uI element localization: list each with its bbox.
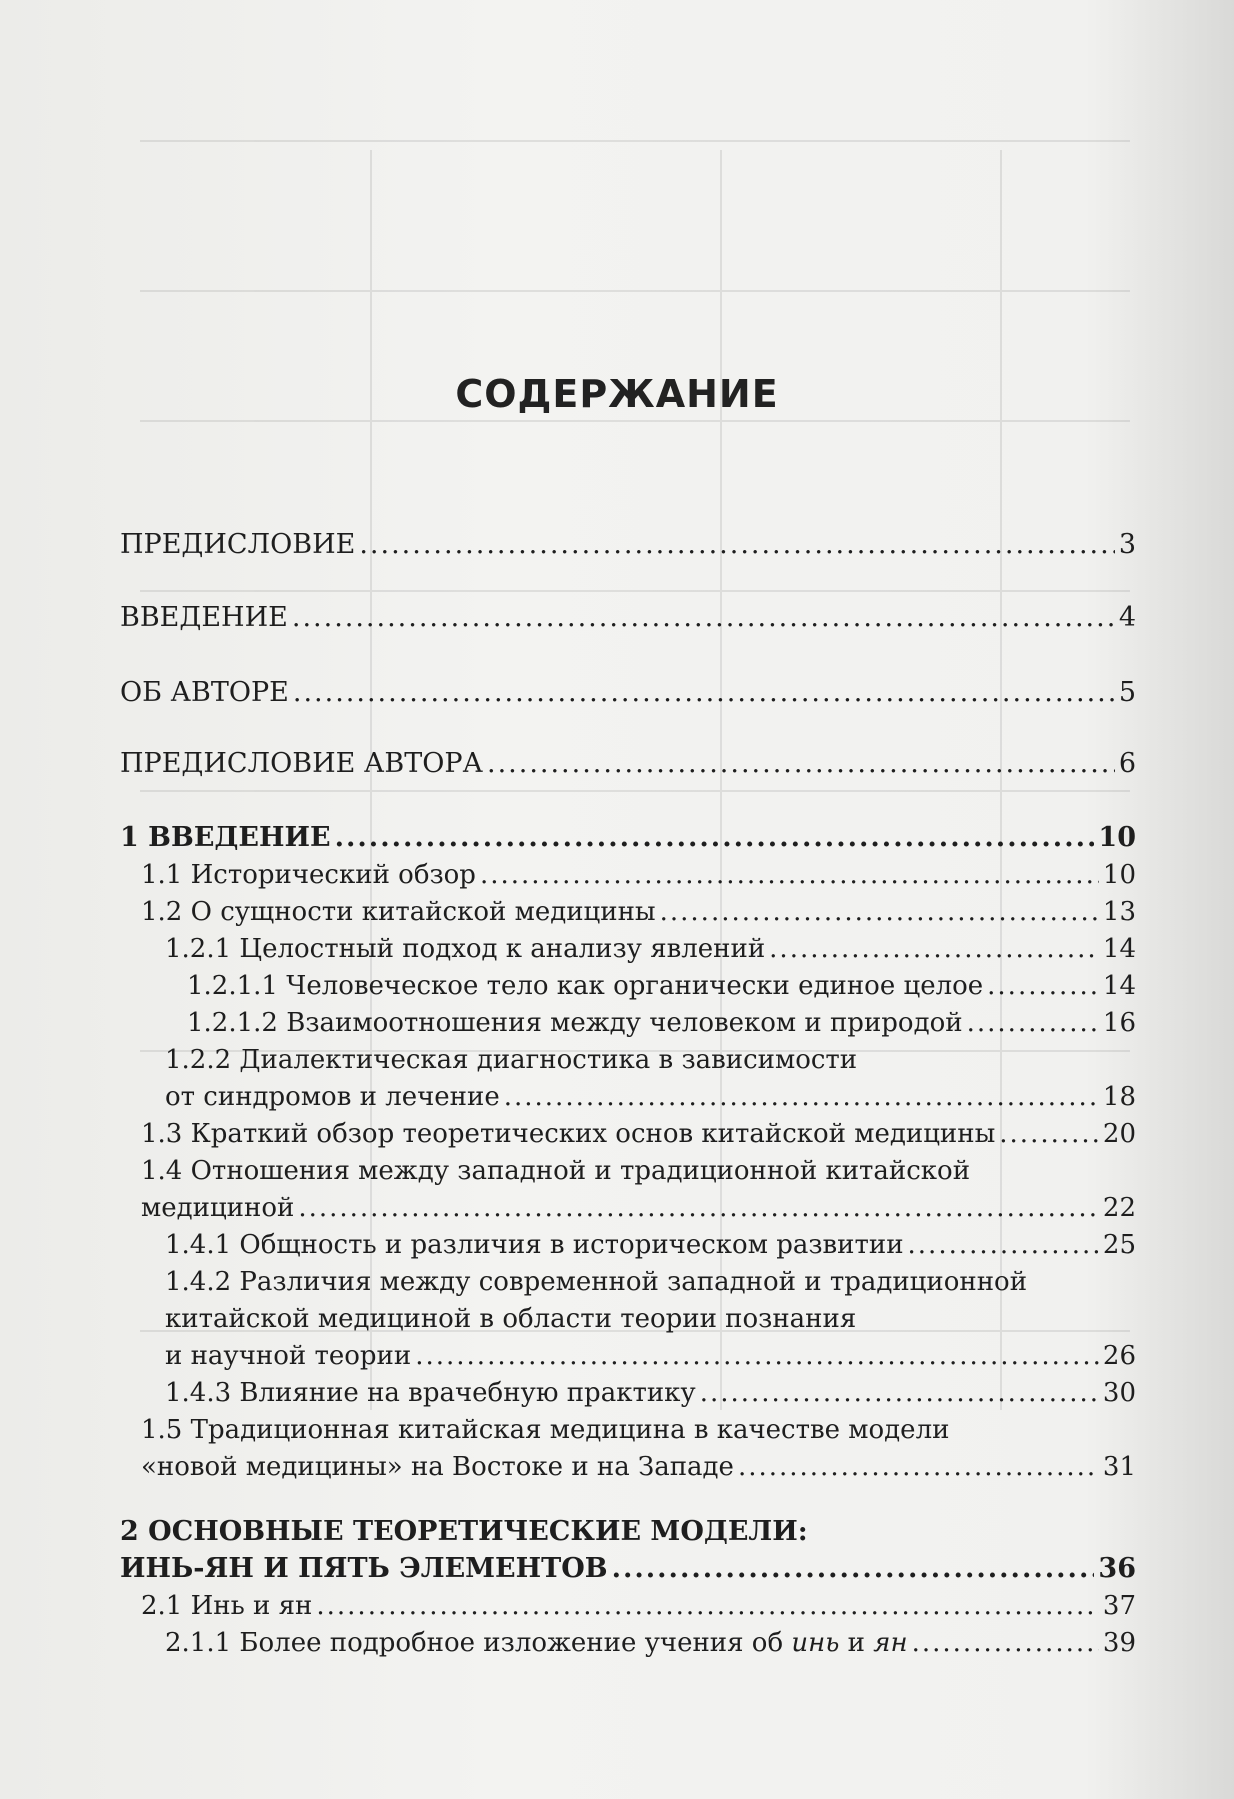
toc-entry-title-italic-yin: инь (791, 1628, 840, 1658)
toc-entry-title: и научной теории (165, 1341, 412, 1371)
toc-entry-title-part: 2.1.1 Более подробное изложение учения об (165, 1628, 792, 1658)
page-title: СОДЕРЖАНИЕ (455, 372, 779, 416)
toc-entry-page: 20 (1102, 1119, 1136, 1149)
toc-entry-2-1 (141, 1588, 1136, 1624)
toc-entry-title-part: и (839, 1628, 874, 1658)
toc-entry-1-4-2-line-1: 1.4.2 Различия между современной западной и традиционной (165, 1267, 1028, 1297)
toc-entry-1-5-line-1: 1.5 Традиционная китайская медицина в качестве модели (141, 1415, 950, 1445)
toc-leader-dots (504, 1079, 1099, 1115)
toc-leader-dots (316, 1588, 1099, 1624)
toc-entry-title: ПРЕДИСЛОВИЕ (120, 529, 356, 560)
toc-entry-title: медициной (141, 1193, 295, 1223)
toc-leader-dots (298, 1190, 1099, 1226)
toc-entry-1-2-1-1 (187, 968, 1136, 1004)
toc-entry-1-4-line-1: 1.4 Отношения между западной и традиционной китайской (141, 1156, 971, 1186)
toc-entry-title: 1.2 О сущности китайской медицины (141, 897, 656, 927)
toc-entry-1-4 (141, 1190, 1136, 1226)
toc-entry-1-4-2 (165, 1338, 1136, 1374)
toc-leader-dots (487, 746, 1115, 782)
toc-leader-dots (967, 1005, 1099, 1041)
toc-entry-title: ОБ АВТОРЕ (120, 677, 289, 708)
toc-leader-dots (738, 1449, 1099, 1485)
toc-leader-dots (359, 527, 1114, 563)
toc-leader-dots (769, 931, 1099, 967)
toc-entry-1-5 (141, 1449, 1136, 1485)
toc-entry-title: 2.1 Инь и ян (141, 1591, 313, 1621)
toc-entry-chapter-1 (120, 820, 1136, 856)
toc-entry-1-4-2-line-2: китайской медициной в области теории познания (165, 1304, 857, 1334)
toc-entry-page: 3 (1118, 529, 1136, 560)
toc-entry-page: 14 (1102, 971, 1136, 1001)
toc-entry-title: 1.2.1 Целостный подход к анализу явлений (165, 934, 766, 964)
toc-entry-title: «новой медицины» на Востоке и на Западе (141, 1452, 734, 1482)
toc-leader-dots (335, 820, 1095, 856)
toc-entry-title-italic-yang: ян (873, 1628, 908, 1658)
toc-entry-page: 5 (1118, 677, 1136, 708)
toc-entry-page: 36 (1098, 1553, 1136, 1584)
toc-entry-1-2-1-2 (187, 1005, 1136, 1041)
toc-entry-page: 22 (1102, 1193, 1136, 1223)
toc-entry-page: 30 (1102, 1378, 1136, 1408)
toc-entry-page: 13 (1102, 897, 1136, 927)
toc-entry-1-2-2 (165, 1079, 1136, 1115)
toc-entry-title: 1.2.1.2 Взаимоотношения между человеком и природой (187, 1008, 963, 1038)
toc-entry-1-4-1 (165, 1227, 1136, 1263)
toc-entry-title: ПРЕДИСЛОВИЕ АВТОРА (120, 748, 483, 779)
toc-entry-1-2-2-line-1: 1.2.2 Диалектическая диагностика в зависимости (165, 1045, 858, 1075)
toc-entry-page: 16 (1102, 1008, 1136, 1038)
toc-entry-page: 14 (1102, 934, 1136, 964)
toc-leader-dots (612, 1551, 1095, 1587)
toc-entry-chapter-2 (120, 1551, 1136, 1587)
toc-entry-page: 26 (1102, 1341, 1136, 1371)
toc-leader-dots (293, 675, 1115, 711)
toc-entry-page: 37 (1102, 1591, 1136, 1621)
toc-entry-page: 18 (1102, 1082, 1136, 1112)
toc-entry-title: 1 ВВЕДЕНИЕ (120, 822, 331, 853)
toc-entry-1-3 (141, 1116, 1136, 1152)
toc-leader-dots (415, 1338, 1099, 1374)
toc-entry-1-4-3 (165, 1375, 1136, 1411)
toc-entry-title: ВВЕДЕНИЕ (120, 602, 288, 633)
toc-entry-page: 39 (1102, 1628, 1136, 1658)
toc-leader-dots (999, 1116, 1099, 1152)
toc-leader-dots (480, 857, 1099, 893)
toc-entry-1-2 (141, 894, 1136, 930)
toc-entry-2-1-1 (165, 1625, 1136, 1661)
toc-entry-foreword (120, 527, 1136, 563)
toc-leader-dots (292, 600, 1115, 636)
toc-entry-page: 25 (1102, 1230, 1136, 1260)
toc-entry-chapter-2-line-1: 2 ОСНОВНЫЕ ТЕОРЕТИЧЕСКИЕ МОДЕЛИ: (120, 1516, 808, 1547)
toc-entry-page: 10 (1102, 860, 1136, 890)
toc-leader-dots (660, 894, 1099, 930)
toc-entry-title: 1.3 Краткий обзор теоретических основ китайской медицины (141, 1119, 996, 1149)
toc-entry-title: 1.4.1 Общность и различия в историческом развитии (165, 1230, 904, 1260)
toc-entry-title: 1.1 Исторический обзор (141, 860, 476, 890)
toc-entry-about-author (120, 675, 1136, 711)
toc-entry-title: от синдромов и лечение (165, 1082, 500, 1112)
toc-entry-title: ИНЬ-ЯН И ПЯТЬ ЭЛЕМЕНТОВ (120, 1553, 608, 1584)
toc-leader-dots (987, 968, 1099, 1004)
toc-entry-page: 10 (1098, 822, 1136, 853)
toc-entry-page: 4 (1118, 602, 1136, 633)
toc-entry-author-foreword (120, 746, 1136, 782)
toc-entry-introduction (120, 600, 1136, 636)
toc-leader-dots (908, 1227, 1099, 1263)
toc-entry-1-2-1 (165, 931, 1136, 967)
toc-entry-1-1 (141, 857, 1136, 893)
toc-entry-title: 1.4.3 Влияние на врачебную практику (165, 1378, 696, 1408)
toc-leader-dots (912, 1625, 1099, 1661)
toc-entry-page: 31 (1102, 1452, 1136, 1482)
toc-entry-title (165, 1625, 908, 1661)
toc-leader-dots (700, 1375, 1099, 1411)
toc-entry-page: 6 (1118, 748, 1136, 779)
toc-entry-title: 1.2.1.1 Человеческое тело как органически единое целое (187, 971, 984, 1001)
